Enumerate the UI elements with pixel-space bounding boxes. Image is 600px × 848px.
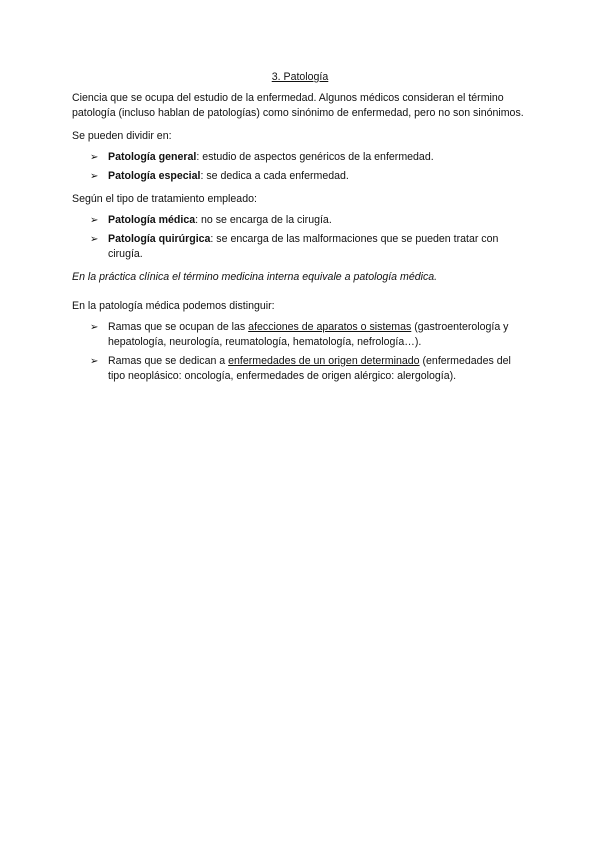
list-item bbox=[72, 213, 528, 228]
medical-list bbox=[72, 320, 528, 384]
division-heading: Se pueden dividir en: bbox=[72, 130, 172, 142]
underlined-phrase: afecciones de aparatos o sistemas bbox=[248, 321, 412, 333]
underlined-phrase: enfermedades de un origen determinado bbox=[228, 355, 420, 367]
treatment-heading: Según el tipo de tratamiento empleado: bbox=[72, 193, 257, 205]
document-body bbox=[72, 70, 528, 392]
term-description: : se dedica a cada enfermedad. bbox=[200, 170, 349, 182]
medical-heading: En la patología médica podemos distinguir: bbox=[72, 300, 275, 312]
item-text-pre: Ramas que se dedican a bbox=[108, 355, 229, 367]
list-item bbox=[72, 169, 528, 184]
term-description: : no se encarga de la cirugía. bbox=[195, 214, 332, 226]
item-text-post: (enfermedades del tipo neoplásico: oncología, enfermedades de origen alérgico: alergología). bbox=[108, 355, 511, 382]
arrow-bullet-icon: ➢ bbox=[90, 322, 99, 333]
term-bold: Patología médica bbox=[108, 214, 196, 226]
intro-paragraph: Ciencia que se ocupa del estudio de la enfermedad. Algunos médicos consideran el término patología (incluso hablan de patologías) como sinónimo de enfermedad, pero no son sinónimos. bbox=[72, 92, 524, 119]
item-text-pre: Ramas que se ocupan de las bbox=[108, 321, 249, 333]
list-item bbox=[72, 354, 528, 384]
term-bold: Patología quirúrgica bbox=[108, 233, 211, 245]
arrow-bullet-icon: ➢ bbox=[90, 356, 99, 367]
arrow-bullet-icon: ➢ bbox=[90, 171, 99, 182]
arrow-bullet-icon: ➢ bbox=[90, 215, 99, 226]
term-bold: Patología general bbox=[108, 151, 197, 163]
item-text-post: (gastroenterología y hepatología, neurología, reumatología, hematología, nefrología…). bbox=[108, 321, 509, 348]
list-item bbox=[72, 150, 528, 165]
arrow-bullet-icon: ➢ bbox=[90, 234, 99, 245]
list-item bbox=[72, 232, 528, 262]
list-item bbox=[72, 320, 528, 350]
italic-note: En la práctica clínica el término medicina interna equivale a patología médica. bbox=[72, 271, 438, 283]
term-description: : estudio de aspectos genéricos de la enfermedad. bbox=[196, 151, 434, 163]
section-title: 3. Patología bbox=[271, 71, 329, 83]
division-list bbox=[72, 150, 528, 184]
treatment-list bbox=[72, 213, 528, 262]
arrow-bullet-icon: ➢ bbox=[90, 152, 99, 163]
term-description: : se encarga de las malformaciones que se pueden tratar con cirugía. bbox=[108, 233, 499, 260]
term-bold: Patología especial bbox=[108, 170, 201, 182]
